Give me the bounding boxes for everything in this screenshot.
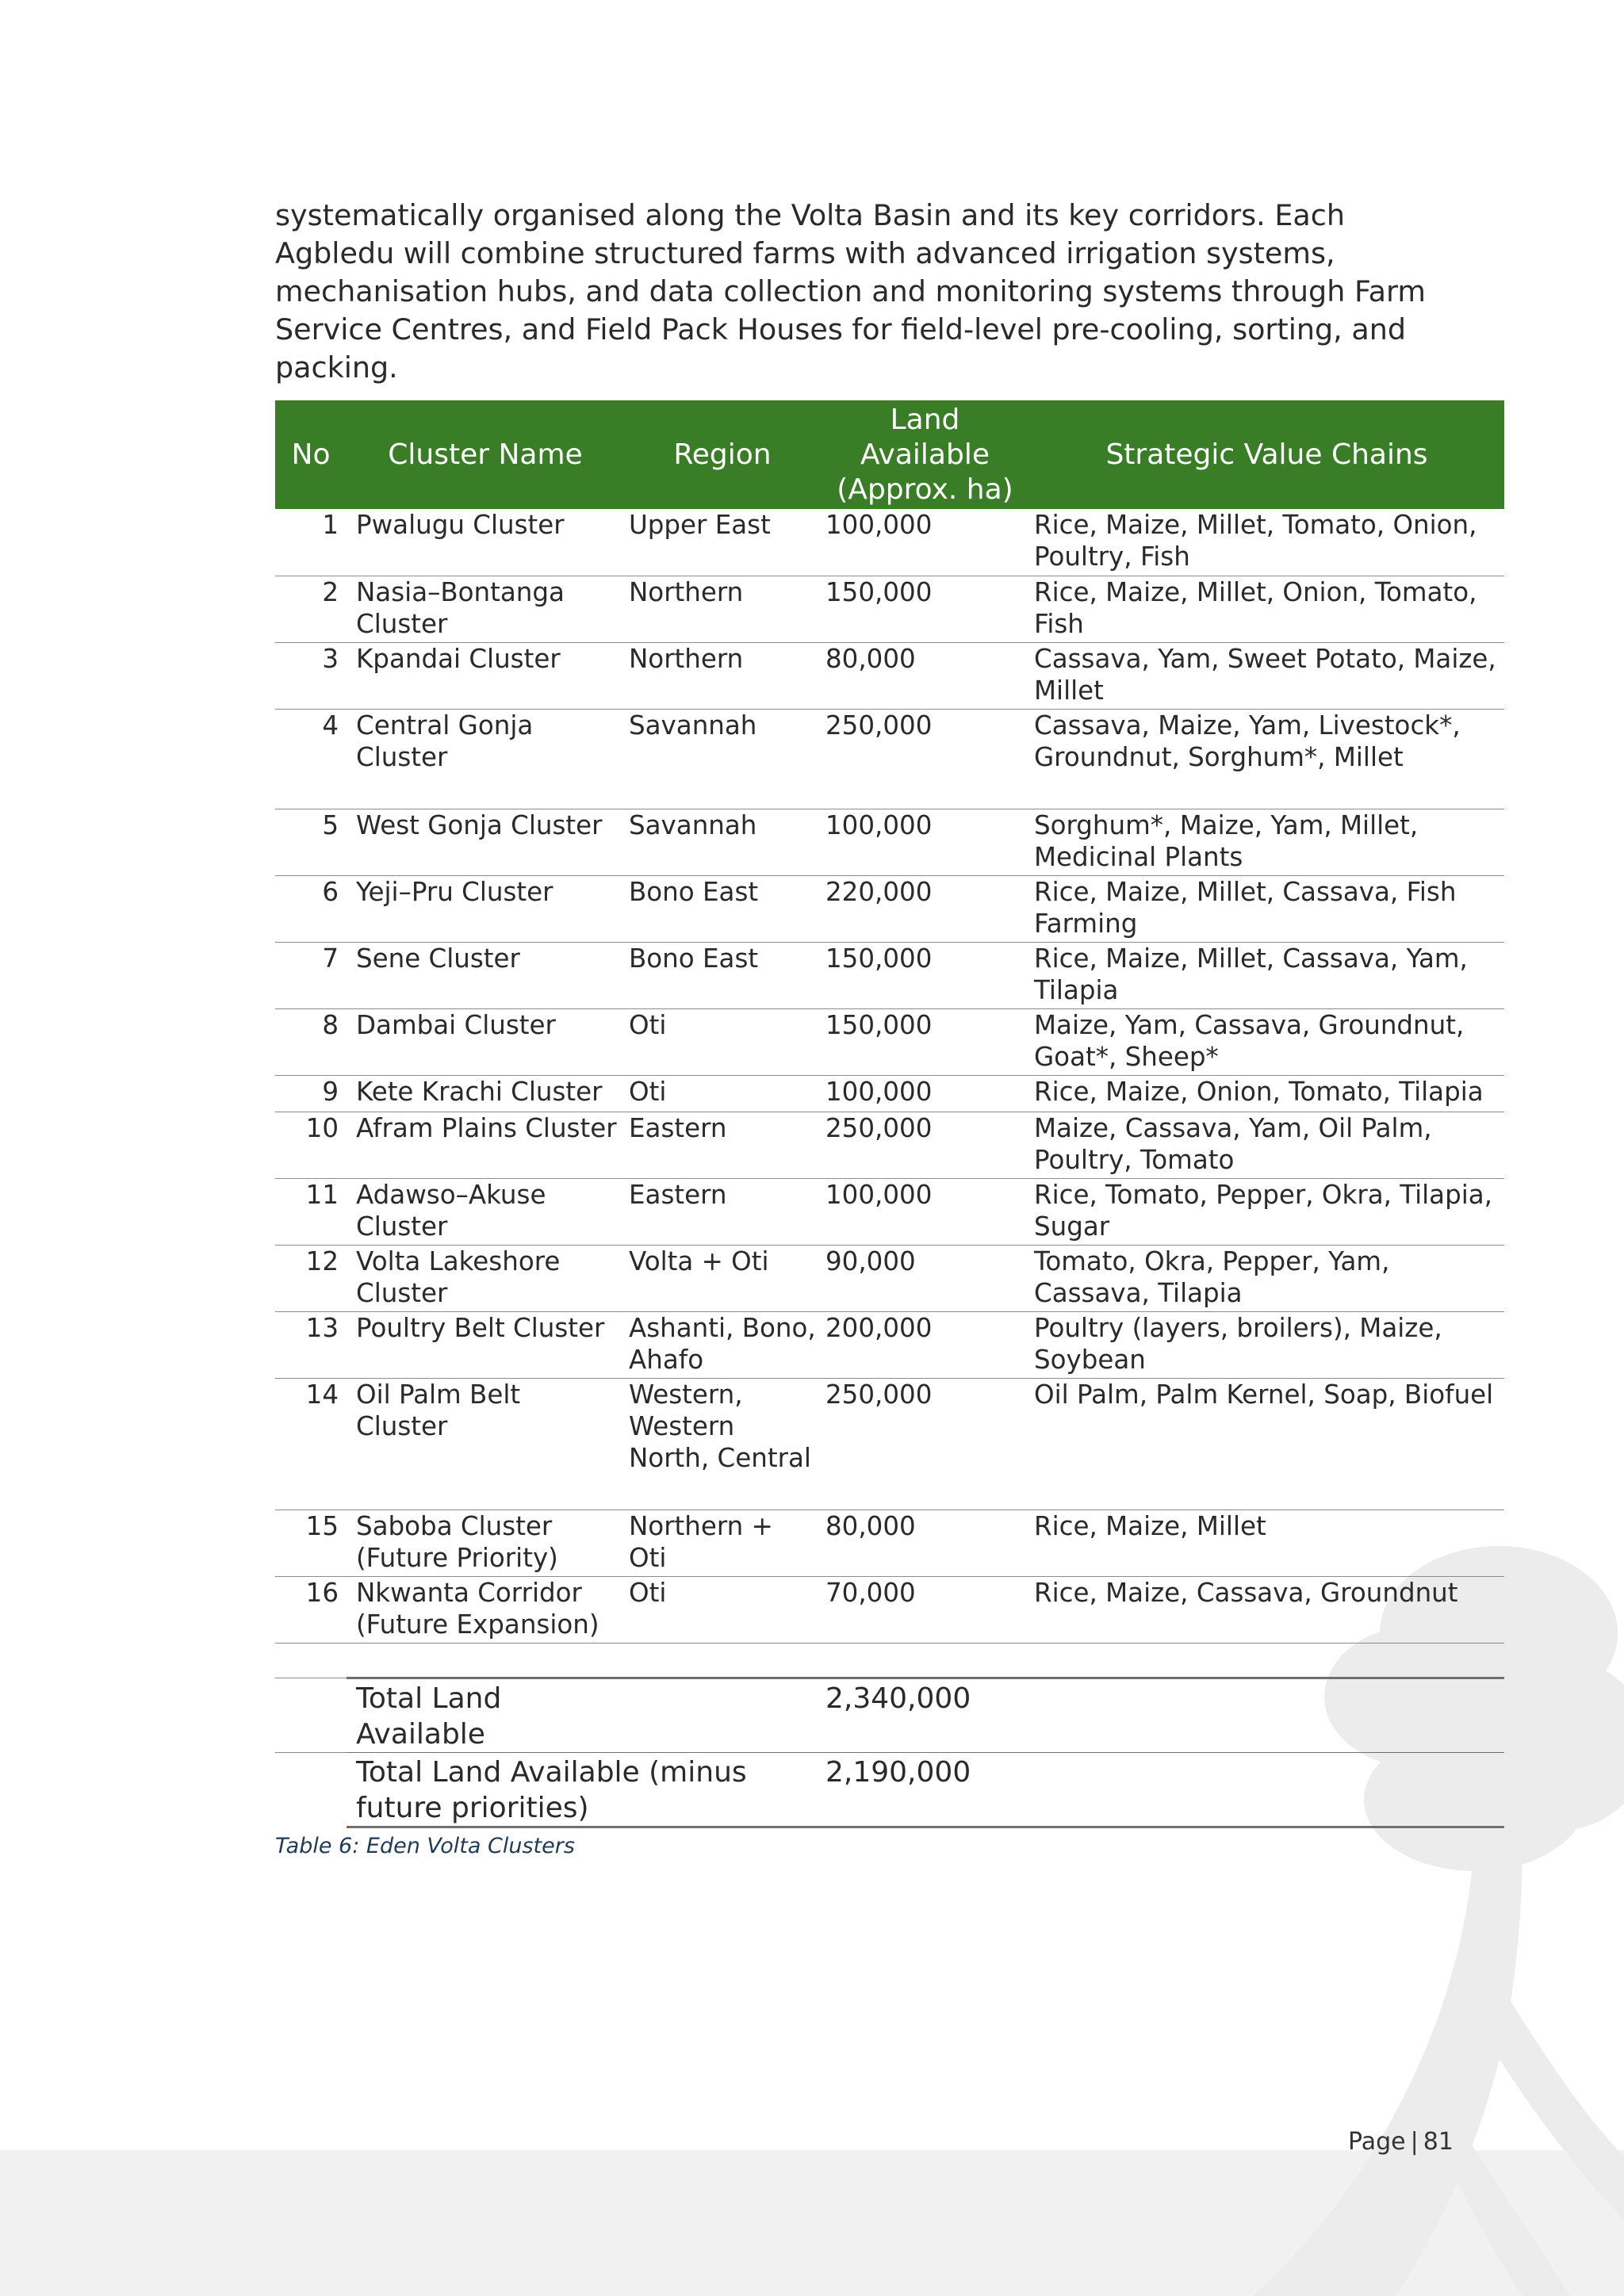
- cell-region: Oti: [624, 1075, 821, 1112]
- header-region: Region: [624, 400, 821, 509]
- cell-value-chains: Rice, Maize, Onion, Tomato, Tilapia: [1029, 1075, 1504, 1112]
- cell-cluster-name: Kpandai Cluster: [347, 642, 624, 709]
- cell-land: 220,000: [821, 875, 1029, 942]
- cell-land: 150,000: [821, 576, 1029, 642]
- cell-value-chains: Maize, Yam, Cassava, Groundnut, Goat*, Sheep*: [1029, 1008, 1504, 1075]
- cell-land: 200,000: [821, 1311, 1029, 1378]
- cell-cluster-name: Volta Lakeshore Cluster: [347, 1245, 624, 1311]
- spacer-cell: [1029, 1643, 1504, 1678]
- cell-land: 80,000: [821, 1510, 1029, 1576]
- cell-cluster-name: Nasia–Bontanga Cluster: [347, 576, 624, 642]
- cell-cluster-name: Yeji–Pru Cluster: [347, 875, 624, 942]
- table-caption: Table 6: Eden Volta Clusters: [275, 1834, 575, 1858]
- cell-land: 90,000: [821, 1245, 1029, 1311]
- cell-region: Northern: [624, 576, 821, 642]
- table-row: [275, 576, 1504, 642]
- table-header-row: [275, 400, 1504, 509]
- table-row: [275, 942, 1504, 1008]
- cell-land: 70,000: [821, 1576, 1029, 1643]
- cell-no: 14: [275, 1378, 347, 1510]
- cell-no: 10: [275, 1112, 347, 1178]
- cell-region: Western, Western North, Central: [624, 1378, 821, 1510]
- table-row: [275, 1008, 1504, 1075]
- table-spacer-row: [275, 1643, 1504, 1678]
- cell-no: 8: [275, 1008, 347, 1075]
- cell-cluster-name: Adawso–Akuse Cluster: [347, 1178, 624, 1245]
- total-label: [347, 1678, 821, 1752]
- cell-no: 11: [275, 1178, 347, 1245]
- cell-no: 6: [275, 875, 347, 942]
- cell-cluster-name: Nkwanta Corridor (Future Expansion): [347, 1576, 624, 1643]
- table-row: [275, 1178, 1504, 1245]
- cell-no: 15: [275, 1510, 347, 1576]
- cell-value-chains: Poultry (layers, broilers), Maize, Soybean: [1029, 1311, 1504, 1378]
- cell-value-chains: Rice, Maize, Millet: [1029, 1510, 1504, 1576]
- cell-region: Volta + Oti: [624, 1245, 821, 1311]
- cell-region: Savannah: [624, 709, 821, 809]
- cell-no: 5: [275, 809, 347, 875]
- net-total-value: 2,190,000: [821, 1752, 1029, 1827]
- page-number-value: 81: [1423, 2128, 1454, 2156]
- header-value-chains: Strategic Value Chains: [1029, 400, 1504, 509]
- cell-no: 1: [275, 509, 347, 576]
- cell-no: 12: [275, 1245, 347, 1311]
- cell-land: 250,000: [821, 1112, 1029, 1178]
- cell-land: 80,000: [821, 642, 1029, 709]
- page-separator: |: [1410, 2128, 1419, 2156]
- cell-cluster-name: Saboba Cluster (Future Priority): [347, 1510, 624, 1576]
- cell-land: 250,000: [821, 1378, 1029, 1510]
- cell-cluster-name: Dambai Cluster: [347, 1008, 624, 1075]
- table-row: [275, 875, 1504, 942]
- table-row: [275, 1245, 1504, 1311]
- cell-region: Eastern: [624, 1112, 821, 1178]
- table-row: [275, 642, 1504, 709]
- table-row: [275, 509, 1504, 576]
- header-cluster-name: Cluster Name: [347, 400, 624, 509]
- cell-land: 100,000: [821, 1075, 1029, 1112]
- cell-value-chains: Cassava, Maize, Yam, Livestock*, Groundnut, Sorghum*, Millet: [1029, 709, 1504, 809]
- page-label: Page: [1348, 2128, 1406, 2156]
- cell-value-chains: Maize, Cassava, Yam, Oil Palm, Poultry, Tomato: [1029, 1112, 1504, 1178]
- total-value: 2,340,000: [821, 1678, 1029, 1752]
- header-land-line1: Land: [890, 403, 960, 436]
- table-row: [275, 1576, 1504, 1643]
- spacer-cell: [347, 1643, 624, 1678]
- header-no: No: [275, 400, 347, 509]
- cell-cluster-name: West Gonja Cluster: [347, 809, 624, 875]
- total-label-text: Total Land Available: [356, 1682, 502, 1751]
- table-row: [275, 709, 1504, 809]
- cell-land: 100,000: [821, 809, 1029, 875]
- cell-value-chains: Tomato, Okra, Pepper, Yam, Cassava, Tilapia: [1029, 1245, 1504, 1311]
- cell-cluster-name: Oil Palm Belt Cluster: [347, 1378, 624, 1510]
- cell-value-chains: Sorghum*, Maize, Yam, Millet, Medicinal Plants: [1029, 809, 1504, 875]
- table-row: [275, 1112, 1504, 1178]
- cell-value-chains: Rice, Maize, Cassava, Groundnut: [1029, 1576, 1504, 1643]
- total-blank-cell: [275, 1678, 347, 1752]
- cell-no: 13: [275, 1311, 347, 1378]
- table-row: [275, 1311, 1504, 1378]
- cell-land: 250,000: [821, 709, 1029, 809]
- cell-land: 150,000: [821, 942, 1029, 1008]
- cell-no: 3: [275, 642, 347, 709]
- spacer-cell: [821, 1643, 1029, 1678]
- table-row: [275, 1378, 1504, 1510]
- cell-value-chains: Rice, Tomato, Pepper, Okra, Tilapia, Sugar: [1029, 1178, 1504, 1245]
- cell-region: Savannah: [624, 809, 821, 875]
- cell-no: 2: [275, 576, 347, 642]
- cell-region: Oti: [624, 1576, 821, 1643]
- cell-value-chains: Rice, Maize, Millet, Tomato, Onion, Poultry, Fish: [1029, 509, 1504, 576]
- intro-paragraph: systematically organised along the Volta Basin and its key corridors. Each Agbledu will combine structured farms with advanced irrigation systems, mechanisation hubs, and data collection and monitoring systems through Farm Service Centres, and Field Pack Houses for field-level pre-cooling, sorting, and packing.: [275, 198, 1426, 385]
- net-total-row: [275, 1752, 1504, 1827]
- cell-cluster-name: Central Gonja Cluster: [347, 709, 624, 809]
- cell-value-chains: Rice, Maize, Millet, Cassava, Fish Farming: [1029, 875, 1504, 942]
- cell-cluster-name: Poultry Belt Cluster: [347, 1311, 624, 1378]
- cell-region: Bono East: [624, 875, 821, 942]
- spacer-cell: [275, 1643, 347, 1678]
- cell-land: 100,000: [821, 509, 1029, 576]
- table-row: [275, 1075, 1504, 1112]
- cell-region: Eastern: [624, 1178, 821, 1245]
- cell-no: 7: [275, 942, 347, 1008]
- cell-value-chains: Oil Palm, Palm Kernel, Soap, Biofuel: [1029, 1378, 1504, 1510]
- cell-value-chains: Rice, Maize, Millet, Cassava, Yam, Tilapia: [1029, 942, 1504, 1008]
- cell-cluster-name: Pwalugu Cluster: [347, 509, 624, 576]
- cell-land: 100,000: [821, 1178, 1029, 1245]
- cell-no: 16: [275, 1576, 347, 1643]
- cell-region: Upper East: [624, 509, 821, 576]
- spacer-cell: [624, 1643, 821, 1678]
- cell-cluster-name: Sene Cluster: [347, 942, 624, 1008]
- cell-cluster-name: Afram Plains Cluster: [347, 1112, 624, 1178]
- total-empty-cell: [1029, 1678, 1504, 1752]
- cell-cluster-name: Kete Krachi Cluster: [347, 1075, 624, 1112]
- cell-no: 4: [275, 709, 347, 809]
- total-row: [275, 1678, 1504, 1752]
- cell-land: 150,000: [821, 1008, 1029, 1075]
- cell-value-chains: Rice, Maize, Millet, Onion, Tomato, Fish: [1029, 576, 1504, 642]
- net-total-label: Total Land Available (minus future priorities): [347, 1752, 821, 1827]
- cell-region: Northern: [624, 642, 821, 709]
- cell-no: 9: [275, 1075, 347, 1112]
- cell-region: Ashanti, Bono, Ahafo: [624, 1311, 821, 1378]
- cell-value-chains: Cassava, Yam, Sweet Potato, Maize, Millet: [1029, 642, 1504, 709]
- page-number: [1348, 2128, 1454, 2156]
- cell-region: Oti: [624, 1008, 821, 1075]
- header-land-available: [821, 400, 1029, 509]
- clusters-table: [275, 400, 1504, 1828]
- net-total-blank-cell: [275, 1752, 347, 1827]
- net-total-empty-cell: [1029, 1752, 1504, 1827]
- cell-region: Northern + Oti: [624, 1510, 821, 1576]
- header-land-line2: Available: [860, 438, 990, 471]
- header-land-line3: (Approx. ha): [837, 473, 1013, 506]
- table-row: [275, 809, 1504, 875]
- table-row: [275, 1510, 1504, 1576]
- cell-region: Bono East: [624, 942, 821, 1008]
